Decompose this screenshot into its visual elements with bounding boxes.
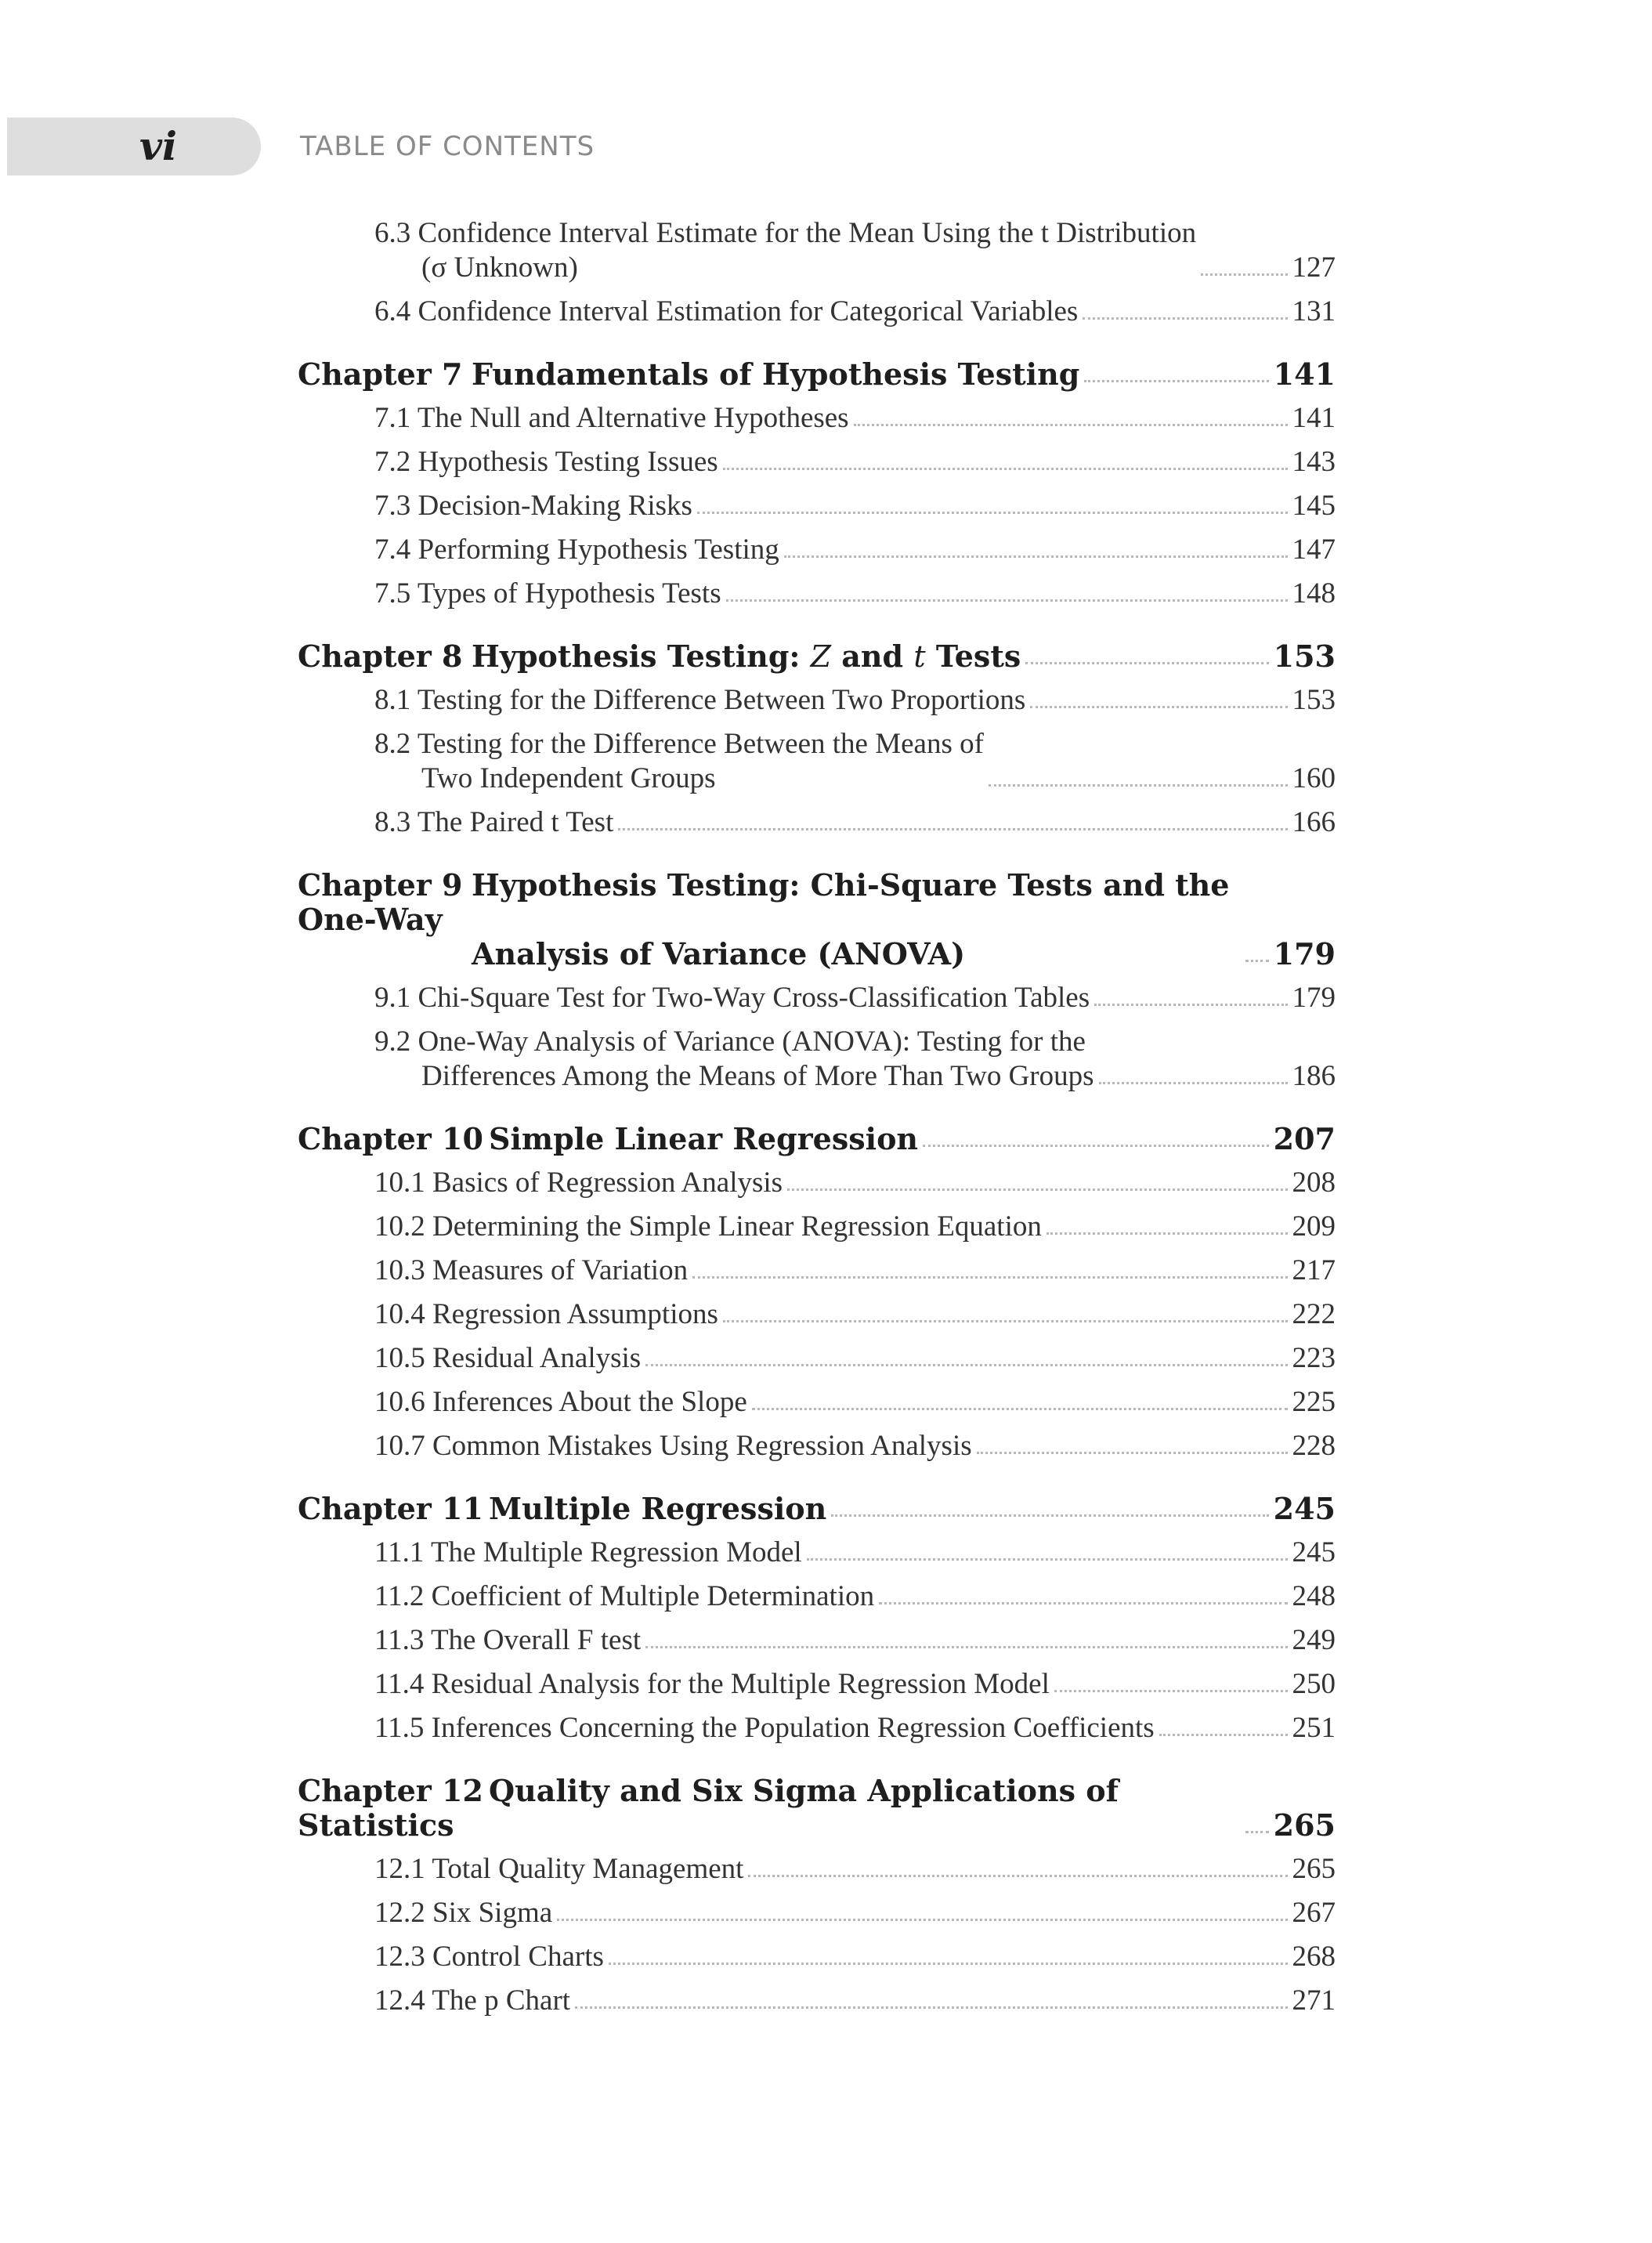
toc-page-number: 145 <box>1292 490 1336 522</box>
dot-leader <box>748 1875 1287 1877</box>
toc-entry-title: 8.2 Testing for the Difference Between the Means of <box>374 728 984 760</box>
toc-entry-title: 10.1 Basics of Regression Analysis <box>374 1167 783 1199</box>
toc-entry-title-continued: Two Independent Groups <box>421 762 716 794</box>
dot-leader <box>831 1514 1268 1517</box>
toc-page-number: 153 <box>1292 684 1336 716</box>
toc-entry-12-2[interactable] <box>298 1896 1336 1930</box>
dot-leader <box>807 1558 1288 1561</box>
toc-entry-10-5[interactable] <box>298 1341 1336 1376</box>
toc-entry-title: 10.5 Residual Analysis <box>374 1342 642 1374</box>
chapter-title: Simple Linear Regression <box>489 1121 919 1156</box>
toc-page-number: 245 <box>1273 1491 1336 1526</box>
chapter-number: Chapter 8 <box>298 639 463 674</box>
toc-page-number: 208 <box>1292 1167 1336 1199</box>
toc-entry-7-5[interactable] <box>298 577 1336 611</box>
toc-entry-title: 7.1 The Null and Alternative Hypotheses <box>374 402 849 434</box>
toc-page-number: 245 <box>1292 1536 1336 1568</box>
dot-leader <box>1099 1082 1288 1084</box>
toc-page-number: 225 <box>1292 1386 1336 1418</box>
toc-entry-8-3[interactable] <box>298 805 1336 840</box>
toc-page-number: 248 <box>1292 1580 1336 1612</box>
dot-leader <box>1084 380 1268 382</box>
toc-entry-title: 12.2 Six Sigma <box>374 1897 553 1929</box>
toc-entry-10-6[interactable] <box>298 1385 1336 1420</box>
toc-entry-12-3[interactable] <box>298 1940 1336 1974</box>
running-head-tab <box>7 118 261 175</box>
table-of-contents <box>298 216 1336 2018</box>
dot-leader <box>1030 706 1287 708</box>
toc-page-number: 166 <box>1292 806 1336 838</box>
toc-entry-7-3[interactable] <box>298 489 1336 523</box>
toc-page-number: 153 <box>1273 639 1336 674</box>
toc-entry-title: 11.2 Coefficient of Multiple Determination <box>374 1580 875 1612</box>
toc-entry-11-4[interactable] <box>298 1667 1336 1702</box>
toc-page-number: 179 <box>1273 936 1336 971</box>
toc-chapter-10[interactable] <box>298 1122 1336 1156</box>
toc-entry-title-continued: Differences Among the Means of More Than Two Groups <box>421 1060 1094 1092</box>
dot-leader <box>1159 1734 1288 1736</box>
dot-leader <box>557 1919 1287 1921</box>
toc-entry-title: 11.3 The Overall F test <box>374 1624 642 1656</box>
toc-page-number: 267 <box>1292 1897 1336 1929</box>
toc-entry-10-3[interactable] <box>298 1254 1336 1288</box>
dot-leader <box>692 1276 1287 1279</box>
toc-entry-title: 9.2 One-Way Analysis of Variance (ANOVA): Testing for the <box>374 1026 1086 1058</box>
dot-leader <box>618 828 1287 830</box>
dot-leader <box>645 1364 1287 1366</box>
dot-leader <box>752 1408 1288 1410</box>
chapter-number: Chapter 9 <box>298 867 463 903</box>
toc-page-number: 179 <box>1292 982 1336 1014</box>
toc-entry-10-7[interactable] <box>298 1429 1336 1463</box>
toc-entry-title: 9.1 Chi-Square Test for Two-Way Cross-Classification Tables <box>374 982 1090 1014</box>
chapter-number: Chapter 10 <box>298 1121 483 1156</box>
toc-chapter-12[interactable] <box>298 1774 1336 1843</box>
toc-entry-12-4[interactable] <box>298 1984 1336 2018</box>
dot-leader <box>1054 1690 1288 1692</box>
toc-entry-title: 10.4 Regression Assumptions <box>374 1298 718 1330</box>
toc-entry-title: 7.3 Decision-Making Risks <box>374 490 692 522</box>
dot-leader <box>879 1602 1287 1604</box>
toc-entry-title: 10.3 Measures of Variation <box>374 1254 689 1286</box>
toc-page-number: 127 <box>1292 251 1336 284</box>
toc-entry-title: 6.4 Confidence Interval Estimation for Categorical Variables <box>374 295 1079 327</box>
dot-leader <box>784 555 1288 558</box>
chapter-number: Chapter 11 <box>298 1491 483 1526</box>
toc-entry-11-2[interactable] <box>298 1579 1336 1614</box>
toc-entry-12-1[interactable] <box>298 1852 1336 1887</box>
dot-leader <box>697 512 1288 514</box>
dot-leader <box>1094 1004 1287 1006</box>
dot-leader <box>1047 1232 1288 1235</box>
toc-entry-title: 7.2 Hypothesis Testing Issues <box>374 446 718 478</box>
page-folio: vi <box>139 123 178 169</box>
toc-entry-title: 7.4 Performing Hypothesis Testing <box>374 534 779 566</box>
toc-entry-title-continued: (σ Unknown) <box>421 251 578 284</box>
dot-leader <box>609 1963 1288 1965</box>
toc-page-number: 207 <box>1273 1121 1336 1156</box>
toc-page-number: 228 <box>1292 1430 1336 1462</box>
chapter-title: Hypothesis Testing: Z and t Tests <box>472 639 1021 674</box>
toc-page-number: 249 <box>1292 1624 1336 1656</box>
chapter-number: Chapter 12 <box>298 1773 483 1808</box>
dot-leader <box>923 1145 1269 1147</box>
toc-page-number: 271 <box>1292 1984 1336 2017</box>
toc-page-number: 186 <box>1292 1060 1336 1092</box>
toc-page-number: 148 <box>1292 577 1336 610</box>
toc-entry-title: 12.4 The p Chart <box>374 1984 571 2017</box>
toc-entry-title: 10.2 Determining the Simple Linear Regression Equation <box>374 1210 1042 1243</box>
toc-entry-11-3[interactable] <box>298 1623 1336 1658</box>
toc-entry-title: 11.4 Residual Analysis for the Multiple Regression Model <box>374 1668 1050 1700</box>
dot-leader <box>645 1646 1287 1648</box>
toc-page-number: 141 <box>1273 356 1336 392</box>
toc-entry-title: 8.3 The Paired t Test <box>374 806 614 838</box>
chapter-title: Hypothesis Testing: Chi-Square Tests and the One-Way <box>298 867 1230 937</box>
toc-entry-title: 11.5 Inferences Concerning the Population Regression Coefficients <box>374 1712 1155 1744</box>
toc-page-number: 209 <box>1292 1210 1336 1243</box>
toc-entry-7-2[interactable] <box>298 445 1336 479</box>
dot-leader <box>977 1452 1288 1454</box>
toc-chapter-8[interactable] <box>298 639 1336 674</box>
dot-leader <box>989 784 1288 787</box>
toc-page-number: 147 <box>1292 534 1336 566</box>
chapter-title-continued: Analysis of Variance (ANOVA) <box>472 936 966 971</box>
dot-leader <box>1245 960 1269 962</box>
toc-entry-7-4[interactable] <box>298 533 1336 567</box>
toc-page-number: 222 <box>1292 1298 1336 1330</box>
toc-entry-title: 7.5 Types of Hypothesis Tests <box>374 577 721 610</box>
chapter-title: Fundamentals of Hypothesis Testing <box>472 356 1080 392</box>
toc-page-number: 141 <box>1292 402 1336 434</box>
toc-page-number: 131 <box>1292 295 1336 327</box>
toc-entry-title: 8.1 Testing for the Difference Between Two Proportions <box>374 684 1026 716</box>
chapter-number: Chapter 7 <box>298 356 463 392</box>
toc-page-number: 268 <box>1292 1941 1336 1973</box>
dot-leader <box>854 424 1288 426</box>
toc-entry-10-2[interactable] <box>298 1210 1336 1244</box>
toc-entry-11-5[interactable] <box>298 1711 1336 1746</box>
dot-leader <box>1201 273 1287 276</box>
chapter-title: Quality and Six Sigma Applications of Statistics <box>298 1773 1119 1843</box>
dot-leader <box>723 1320 1288 1322</box>
toc-entry-title: 10.7 Common Mistakes Using Regression Analysis <box>374 1430 972 1462</box>
dot-leader <box>1083 317 1287 320</box>
toc-entry-9-2[interactable] <box>298 1025 1336 1094</box>
toc-entry-title: 11.1 The Multiple Regression Model <box>374 1536 802 1568</box>
dot-leader <box>787 1188 1287 1191</box>
chapter-title: Multiple Regression <box>489 1491 827 1526</box>
toc-entry-title: 12.1 Total Quality Management <box>374 1853 744 1885</box>
toc-entry-7-1[interactable] <box>298 401 1336 436</box>
toc-entry-10-1[interactable] <box>298 1166 1336 1200</box>
toc-page-number: 160 <box>1292 762 1336 794</box>
toc-page-number: 217 <box>1292 1254 1336 1286</box>
dot-leader <box>723 468 1288 470</box>
toc-entry-11-1[interactable] <box>298 1536 1336 1570</box>
running-title: TABLE OF CONTENTS <box>300 131 595 162</box>
toc-entry-6-4[interactable] <box>298 295 1336 329</box>
toc-entry-6-3[interactable] <box>298 216 1336 285</box>
toc-page-number: 265 <box>1273 1807 1336 1843</box>
toc-entry-8-1[interactable] <box>298 683 1336 718</box>
toc-chapter-9[interactable] <box>298 868 1336 971</box>
dot-leader <box>575 2006 1287 2009</box>
toc-entry-10-4[interactable] <box>298 1297 1336 1332</box>
toc-entry-title: 10.6 Inferences About the Slope <box>374 1386 747 1418</box>
toc-page-number: 250 <box>1292 1668 1336 1700</box>
toc-entry-9-1[interactable] <box>298 981 1336 1015</box>
toc-chapter-11[interactable] <box>298 1492 1336 1526</box>
dot-leader <box>1245 1831 1269 1833</box>
toc-page-number: 251 <box>1292 1712 1336 1744</box>
dot-leader <box>726 599 1288 602</box>
toc-entry-title: 12.3 Control Charts <box>374 1941 604 1973</box>
toc-page-number: 143 <box>1292 446 1336 478</box>
toc-entry-8-2[interactable] <box>298 727 1336 796</box>
toc-page-number: 223 <box>1292 1342 1336 1374</box>
toc-entry-title: 6.3 Confidence Interval Estimate for the Mean Using the t Distribution <box>374 217 1197 249</box>
toc-page-number: 265 <box>1292 1853 1336 1885</box>
toc-chapter-7[interactable] <box>298 357 1336 392</box>
dot-leader <box>1025 662 1268 664</box>
